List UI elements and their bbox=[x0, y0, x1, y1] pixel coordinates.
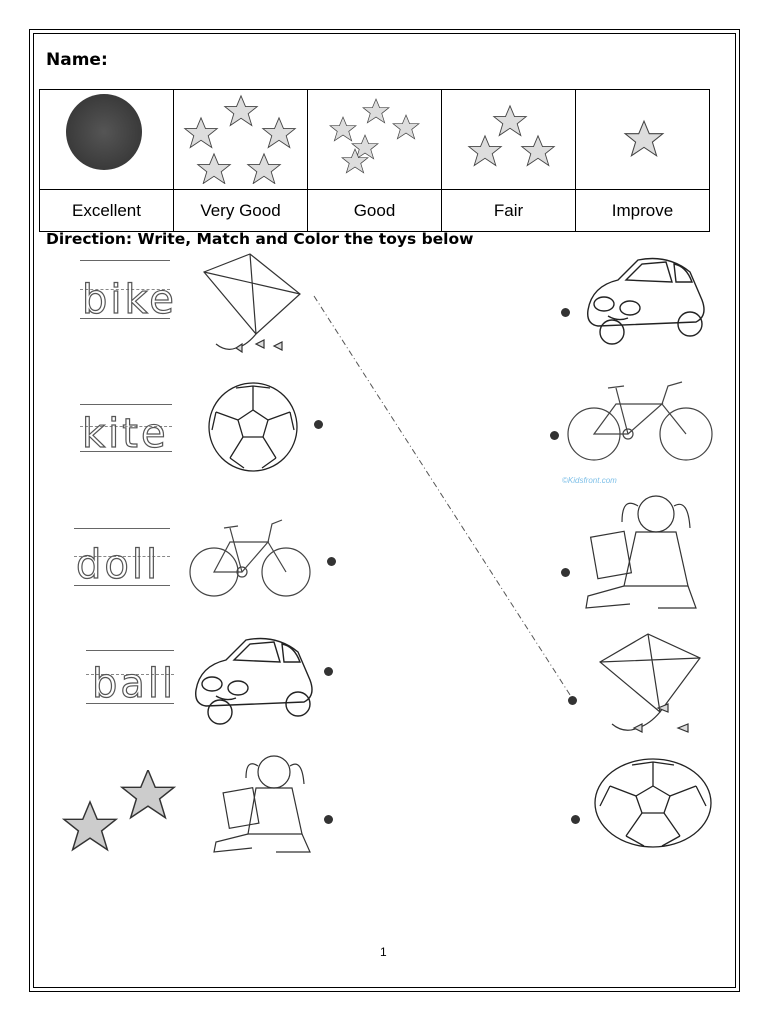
one-star-icon bbox=[578, 90, 708, 184]
two-stars-icon bbox=[58, 770, 186, 860]
match-dot-right[interactable] bbox=[571, 815, 580, 824]
soccer-ball-icon[interactable] bbox=[592, 756, 714, 850]
rating-scale-table bbox=[39, 89, 710, 232]
five-stars-icon bbox=[176, 90, 306, 184]
five-stars-small-icon bbox=[310, 90, 440, 184]
kite-icon[interactable] bbox=[196, 248, 308, 360]
rating-icon-cell bbox=[308, 90, 442, 190]
rating-label-good: Good bbox=[308, 190, 442, 232]
rating-label-excellent: Excellent bbox=[40, 190, 174, 232]
toy-car-icon[interactable] bbox=[578, 250, 712, 350]
example-match-line bbox=[300, 280, 590, 710]
rating-icon-cell bbox=[576, 90, 710, 190]
three-stars-icon bbox=[444, 90, 574, 184]
bicycle-icon[interactable] bbox=[186, 506, 314, 606]
gray-circle-icon bbox=[42, 90, 172, 184]
doll-icon[interactable] bbox=[206, 748, 316, 858]
match-dot-right[interactable] bbox=[568, 696, 577, 705]
kite-icon[interactable] bbox=[594, 630, 716, 748]
doll-icon[interactable] bbox=[578, 486, 700, 616]
match-dot-right[interactable] bbox=[561, 308, 570, 317]
trace-word-bike[interactable]: bike bbox=[82, 277, 177, 323]
rating-icon-cell bbox=[174, 90, 308, 190]
bicycle-icon[interactable] bbox=[562, 374, 720, 464]
match-dot-left[interactable] bbox=[324, 815, 333, 824]
rating-label-fair: Fair bbox=[442, 190, 576, 232]
direction-text: Direction: Write, Match and Color the toys below bbox=[46, 230, 474, 248]
page-number: 1 bbox=[380, 945, 387, 959]
guide-line bbox=[86, 650, 174, 651]
trace-word-ball[interactable]: ball bbox=[92, 661, 177, 707]
trace-word-doll[interactable]: doll bbox=[76, 542, 161, 588]
guide-line bbox=[80, 404, 172, 405]
watermark-text: ©Kidsfront.com bbox=[562, 476, 617, 485]
trace-word-kite[interactable]: kite bbox=[82, 411, 169, 457]
rating-label-very-good: Very Good bbox=[174, 190, 308, 232]
rating-icon-cell bbox=[40, 90, 174, 190]
guide-line bbox=[80, 260, 170, 261]
match-dot-right[interactable] bbox=[561, 568, 570, 577]
match-dot-right[interactable] bbox=[550, 431, 559, 440]
name-label: Name: bbox=[46, 50, 108, 70]
soccer-ball-icon[interactable] bbox=[206, 380, 300, 474]
rating-label-improve: Improve bbox=[576, 190, 710, 232]
guide-line bbox=[74, 528, 170, 529]
rating-icon-cell bbox=[442, 90, 576, 190]
